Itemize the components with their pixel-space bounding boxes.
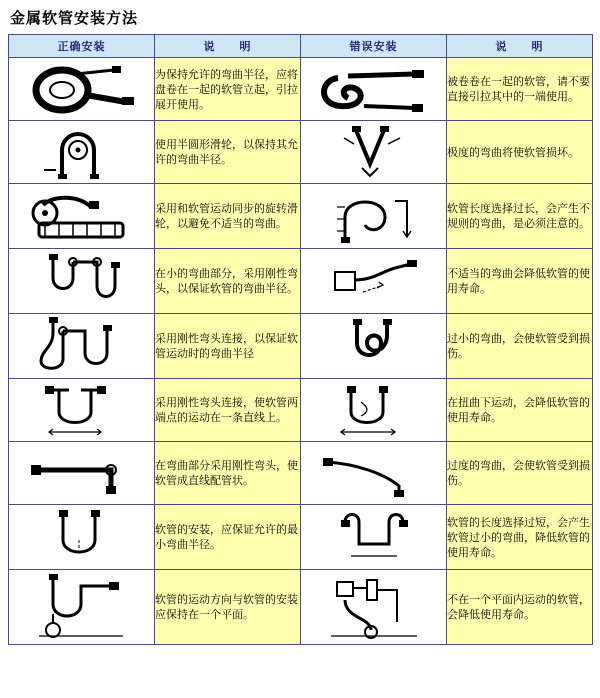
wrong-description: 被卷卷在一起的软管，请不要直接引拉其中的一端使用。 xyxy=(447,58,593,121)
correct-figure-cell xyxy=(9,58,155,121)
rigid-elbow-at-small-bend-icon xyxy=(19,252,145,310)
long-hose-small-bend-icon xyxy=(311,508,437,566)
header-wrong-description: 说 明 xyxy=(447,35,593,58)
correct-figure-cell xyxy=(9,379,155,442)
header-correct-description: 说 明 xyxy=(155,35,301,58)
too-small-bend-radius-loop-icon xyxy=(311,317,437,375)
correct-figure-cell xyxy=(9,442,155,505)
table-row xyxy=(9,442,593,505)
table-body xyxy=(9,58,593,645)
wrong-description: 不在一个平面内运动的软管，会降低使用寿命。 xyxy=(447,570,593,645)
wrong-figure-cell xyxy=(301,314,447,379)
motion-out-of-plane-icon xyxy=(311,574,437,640)
wrong-description: 极度的弯曲将使软管损坏。 xyxy=(447,121,593,184)
correct-description: 软管的安装，应保证允许的最小弯曲半径。 xyxy=(155,505,301,570)
straight-pipe-with-rigid-elbow-icon xyxy=(19,448,145,498)
wrong-figure-cell xyxy=(301,184,447,249)
correct-description: 采用刚性弯头连接，使软管两端点的运动在一条直线上。 xyxy=(155,379,301,442)
correct-description: 为保持允许的弯曲半径，应将盘卷在一起的软管立起，引拉展开使用。 xyxy=(155,58,301,121)
header-wrong-install: 错误安装 xyxy=(301,35,447,58)
wrong-description: 过小的弯曲，会使软管受到损伤。 xyxy=(447,314,593,379)
table-row xyxy=(9,249,593,314)
rigid-elbow-connection-u-loop-icon xyxy=(19,317,145,375)
correct-description: 在小的弯曲部分，采用刚性弯头，以保证软管的弯曲半径。 xyxy=(155,249,301,314)
wrong-description: 不适当的弯曲会降低软管的使用寿命。 xyxy=(447,249,593,314)
table-row xyxy=(9,184,593,249)
hose-installation-table xyxy=(8,34,593,645)
coiled-hose-pulled-straight-icon xyxy=(314,62,434,116)
correct-description: 使用半圆形滑轮，以保持其允许的弯曲半径。 xyxy=(155,121,301,184)
header-row xyxy=(9,35,593,58)
hose-over-semicircular-pulley-icon xyxy=(22,124,142,180)
hose-with-synchronized-rotating-pulley-icon xyxy=(19,187,145,245)
table-row xyxy=(9,121,593,184)
u-shape-minimum-bend-radius-icon xyxy=(19,508,145,566)
header-correct-install: 正确安装 xyxy=(9,35,155,58)
wrong-figure-cell xyxy=(301,570,447,645)
motion-direction-same-plane-icon xyxy=(19,574,145,640)
wrong-figure-cell xyxy=(301,505,447,570)
coiled-hose-roll-icon xyxy=(22,62,142,116)
wrong-description: 过度的弯曲，会使软管受到损伤。 xyxy=(447,442,593,505)
wrong-figure-cell xyxy=(301,121,447,184)
wrong-description: 软管的长度选择过短，会产生软管过小的弯曲，降低软管的使用寿命。 xyxy=(447,505,593,570)
wrong-description: 在扭曲下运动，会降低软管的使用寿命。 xyxy=(447,379,593,442)
hose-too-long-irregular-bend-icon xyxy=(311,187,437,245)
hose-twisting-motion-icon xyxy=(311,382,437,438)
correct-figure-cell xyxy=(9,314,155,379)
wrong-figure-cell xyxy=(301,58,447,121)
wrong-figure-cell xyxy=(301,379,447,442)
hose-sharp-v-bend-icon xyxy=(314,124,434,180)
table-header xyxy=(9,35,593,58)
page-title: 金属软管安装方法 xyxy=(10,9,139,27)
correct-description: 采用和软管运动同步的旋转滑轮，以避免不适当的弯曲。 xyxy=(155,184,301,249)
wrong-description: 软管长度选择过长，会产生不规则的弯曲，是必须注意的。 xyxy=(447,184,593,249)
table-row xyxy=(9,505,593,570)
rigid-elbows-both-ends-straight-line-icon xyxy=(19,382,145,438)
correct-figure-cell xyxy=(9,249,155,314)
correct-description: 采用刚性弯头连接，以保证软管运动时的弯曲半径 xyxy=(155,314,301,379)
correct-figure-cell xyxy=(9,505,155,570)
wrong-figure-cell xyxy=(301,442,447,505)
correct-figure-cell xyxy=(9,570,155,645)
wrong-figure-cell xyxy=(301,249,447,314)
excessive-bend-near-fitting-icon xyxy=(311,448,437,498)
table-row xyxy=(9,570,593,645)
improper-bend-at-fitting-icon xyxy=(311,252,437,310)
correct-figure-cell xyxy=(9,121,155,184)
table-row xyxy=(9,314,593,379)
correct-description: 软管的运动方向与软管的安装应保持在一个平面。 xyxy=(155,570,301,645)
table-row xyxy=(9,379,593,442)
correct-figure-cell xyxy=(9,184,155,249)
correct-description: 在弯曲部分采用刚性弯头，使软管成直线配管状。 xyxy=(155,442,301,505)
table-row xyxy=(9,58,593,121)
